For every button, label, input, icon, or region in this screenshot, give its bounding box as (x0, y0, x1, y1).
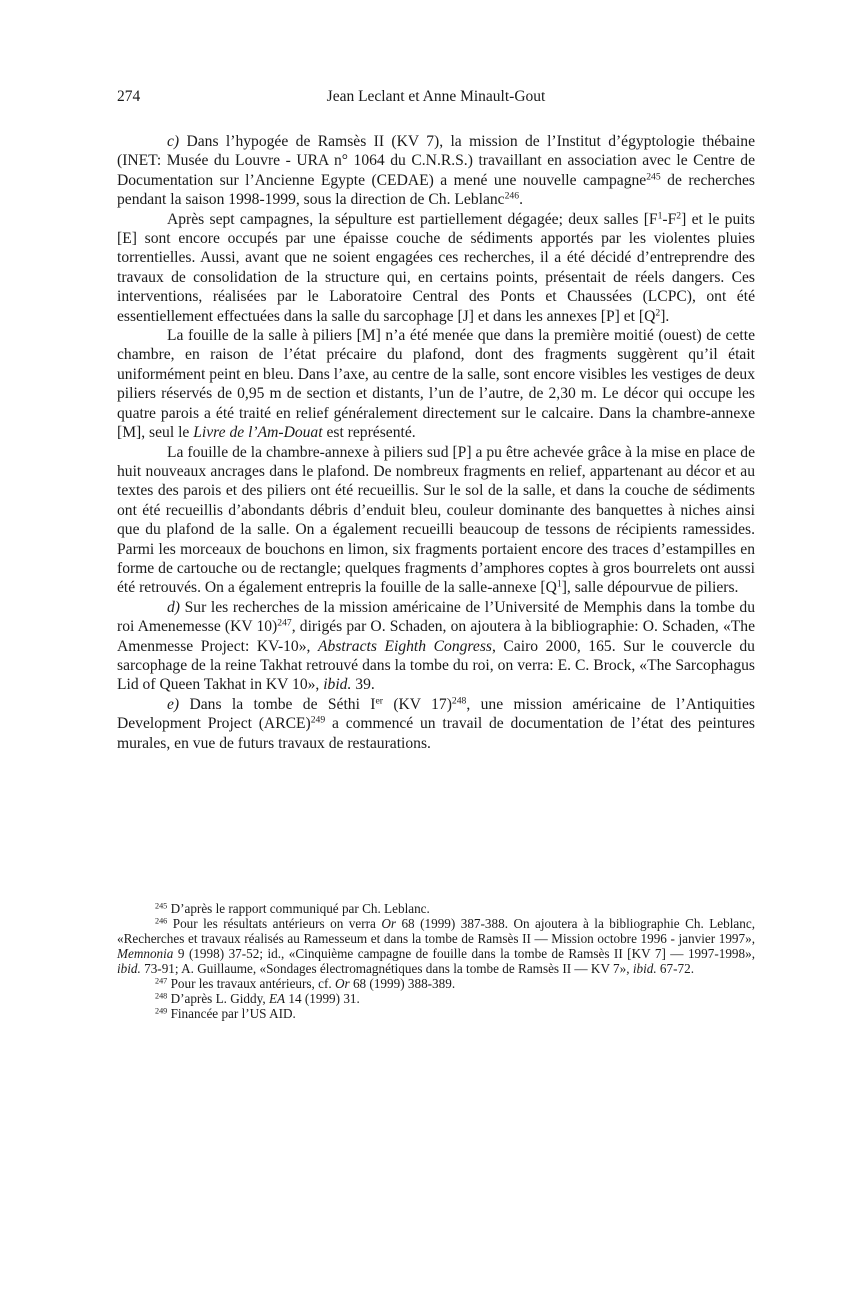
page-header (117, 88, 755, 116)
paragraph-e-sethi-i: e) Dans la tombe de Séthi Ier (KV 17)$^{248}$, une mission américaine de l’Antiquities Development Project (ARCE)$^{249}$ a commencé un travail de documentation de l’état des peintures murales, en vue de futurs travaux de restaurations. (117, 695, 755, 752)
paragraph-chambre-annexe-p: La fouille de la chambre-annexe à piliers sud [P] a pu être achevée grâce à la mise en place de huit nouveaux ancrages dans le plafond. De nombreux fragments en relief, appartenant au décor et au textes des parois et des piliers ont été recueillis. Sur le sol de la salle, et dans la couche de sédiments ont été recueillis d’abondants débris d’enduit bleu, couleur dominante des banquettes à niches ainsi que du plafond de la salle. On a également recueilli beaucoup de tessons de récipients ramessides. Parmi les morceaux de bouchons en limon, six fragments portaient encore des traces d’estampilles en forme de cartouche ou de rectangle; quelques fragments d’amphores coptes à gros bourrelets ont aussi été retrouvés. On a également entrepris la fouille de la salle-annexe $[Q^1]$, salle dépourvue de piliers. (117, 443, 755, 597)
running-head: Jean Leclant et Anne Minault-Gout (326, 88, 546, 105)
footnote-247: $^{247}$ Pour les travaux antérieurs, cf. Or 68 (1999) 388-389. (155, 976, 456, 991)
body-text (117, 132, 755, 753)
page (117, 88, 755, 1021)
footnote-248: $^{248}$ D’après L. Giddy, EA 14 (1999) 31. (155, 991, 360, 1006)
footnote-249: $^{249}$ Financée par l’US AID. (155, 1006, 296, 1021)
paragraph-d-amenmesse: d) Sur les recherches de la mission américaine de l’Université de Memphis dans la tombe du roi Amenemesse (KV 10)$^{247}$, dirigés par O. Schaden, on ajoutera à la bibliographie: O. Schaden, «The Amenmesse Project: KV-10», Abstracts Eighth Congress, Cairo 2000, 165. Sur le couvercle du sarcophage de la reine Takhat retrouvé dans la tombe du roi, on verra: E. C. Brock, «The Sarcophagus Lid of Queen Takhat in KV 10», ibid. 39. (117, 598, 755, 694)
footnote-246: $^{246}$ Pour les résultats antérieurs on verra Or 68 (1999) 387-388. On ajoutera à la bibliographie Ch. Leblanc, «Recherches et travaux réalisés au Ramesseum et dans la tombe de Ramsès II — Mission octobre 1996 - janvier 1997», Memnonia 9 (1998) 37-52; id., «Cinquième campagne de fouille dans la tombe de Ramsès II [KV 7] — 1997-1998», ibid. 73-91; A. Guillaume, «Sondages électromagnétiques dans la tombe de Ramsès II — KV 7», ibid. 67-72. (117, 916, 755, 976)
footnotes (117, 901, 755, 1021)
paragraph-c-ramses-ii: c) Dans l’hypogée de Ramsès II (KV 7), la mission de l’Institut d’égyptologie thébaine (INET: Musée du Louvre - URA n° 1064 du C.N.R.S.) travaillant en association avec le Centre de Documentation sur l’Ancienne Egypte (CEDAE) a mené une nouvelle campagne$^{245}$ de recherches pendant la saison 1998-1999, sous la direction de Ch. Leblanc$^{246}$. (117, 133, 755, 209)
paragraph-campaigns: Après sept campagnes, la sépulture est partiellement dégagée; deux salles $[F^1-F^2]$ et le puits [E] sont encore occupés par une épaisse couche de sédiments apportés par les violentes pluies torrentielles. Aussi, avant que ne soient engagées ces recherches, il a été décidé d’entreprendre des travaux de consolidation de la structure qui, en certains points, présentait de réels dangers. Ces interventions, réalisées par le Laboratoire Central des Ponts et Chaussées (LCPC), ont été essentiellement effectuées dans la salle du sarcophage [J] et dans les annexes [P] et $[Q^2]$. (117, 210, 755, 325)
footnote-245: $^{245}$ D’après le rapport communiqué par Ch. Leblanc. (155, 901, 430, 916)
page-number: 274 (117, 88, 141, 105)
paragraph-salle-piliers-m: La fouille de la salle à piliers [M] n’a été menée que dans la première moitié (ouest) de cette chambre, en raison de l’état précaire du plafond, dont des fragments suggèrent qu’il était uniformément peint en bleu. Dans l’axe, au centre de la salle, sont encore visibles les vestiges de deux piliers réservés de 0,95 m de section et distants, l’un de l’autre, de 2,30 m. Le décor qui occupe les quatre parois a été traité en relief généralement directement sur le calcaire. Dans la chambre-annexe [M], seul le Livre de l’Am-Douat est représenté. (117, 327, 755, 442)
